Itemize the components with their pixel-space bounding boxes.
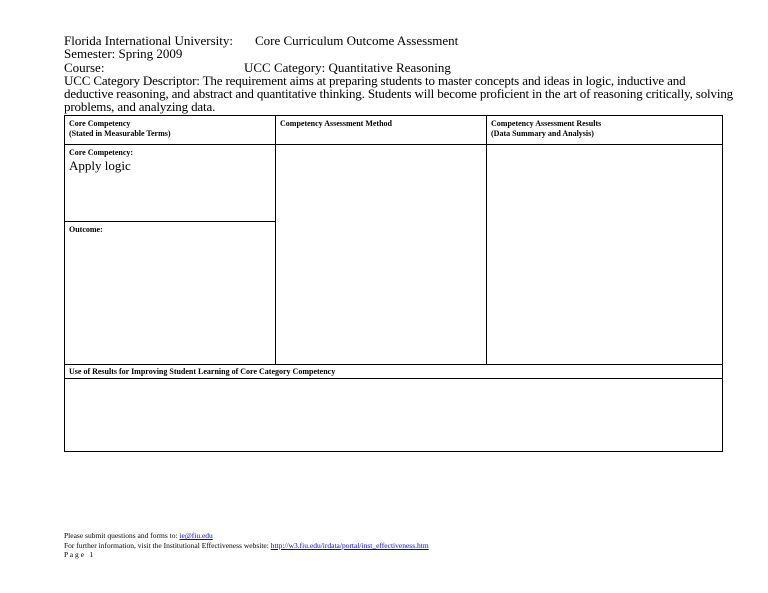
page-number: P a g e 1 [64,550,94,559]
use-of-results-cell[interactable] [65,379,722,451]
core-value: Apply logic [69,158,131,173]
results-cell[interactable] [487,145,722,364]
use-of-results-table [64,364,723,452]
document-header [64,34,736,114]
col3-sub: (Data Summary and Analysis) [491,129,594,138]
col2-title: Competency Assessment Method [280,119,392,128]
outcome-label: Outcome: [69,225,103,234]
course: Course: [64,59,105,75]
use-of-results-title: Use of Results for Improving Student Learning of Core Category Competency [69,367,336,376]
method-cell[interactable] [276,145,487,364]
footer [64,531,429,560]
university: Florida International University: [64,33,233,48]
submit-text: Please submit questions and forms to: [64,531,180,540]
descriptor: UCC Category Descriptor: The requirement aims at preparing students to master concepts and ideas in logic, inductive and deductive reasoning, and abstract and quantitative thinking. Students will become proficient in the art of reasoning critically, solving problems, and analyzing data. [64,72,734,115]
form-title: Core Curriculum Outcome Assessment [254,33,459,48]
website-link[interactable]: http://w3.fiu.edu/irdata/portal/inst_effectiveness.htm [270,540,429,550]
col1-title: Core Competency [69,119,131,128]
core-label: Core Competency: [69,148,134,157]
outcome-cell[interactable] [65,222,276,364]
semester: Semester: Spring 2009 [64,46,183,62]
col1-sub: (Stated in Measurable Terms) [69,129,171,138]
category: UCC Category: Quantitative Reasoning [244,59,451,75]
info-text: For further information, visit the Institutional Effectiveness website: [64,540,271,550]
email-link[interactable]: ie@fiu.edu [179,531,213,540]
assessment-table [64,115,723,365]
col3-title: Competency Assessment Results [491,119,602,128]
core-competency-cell[interactable] [65,145,276,222]
